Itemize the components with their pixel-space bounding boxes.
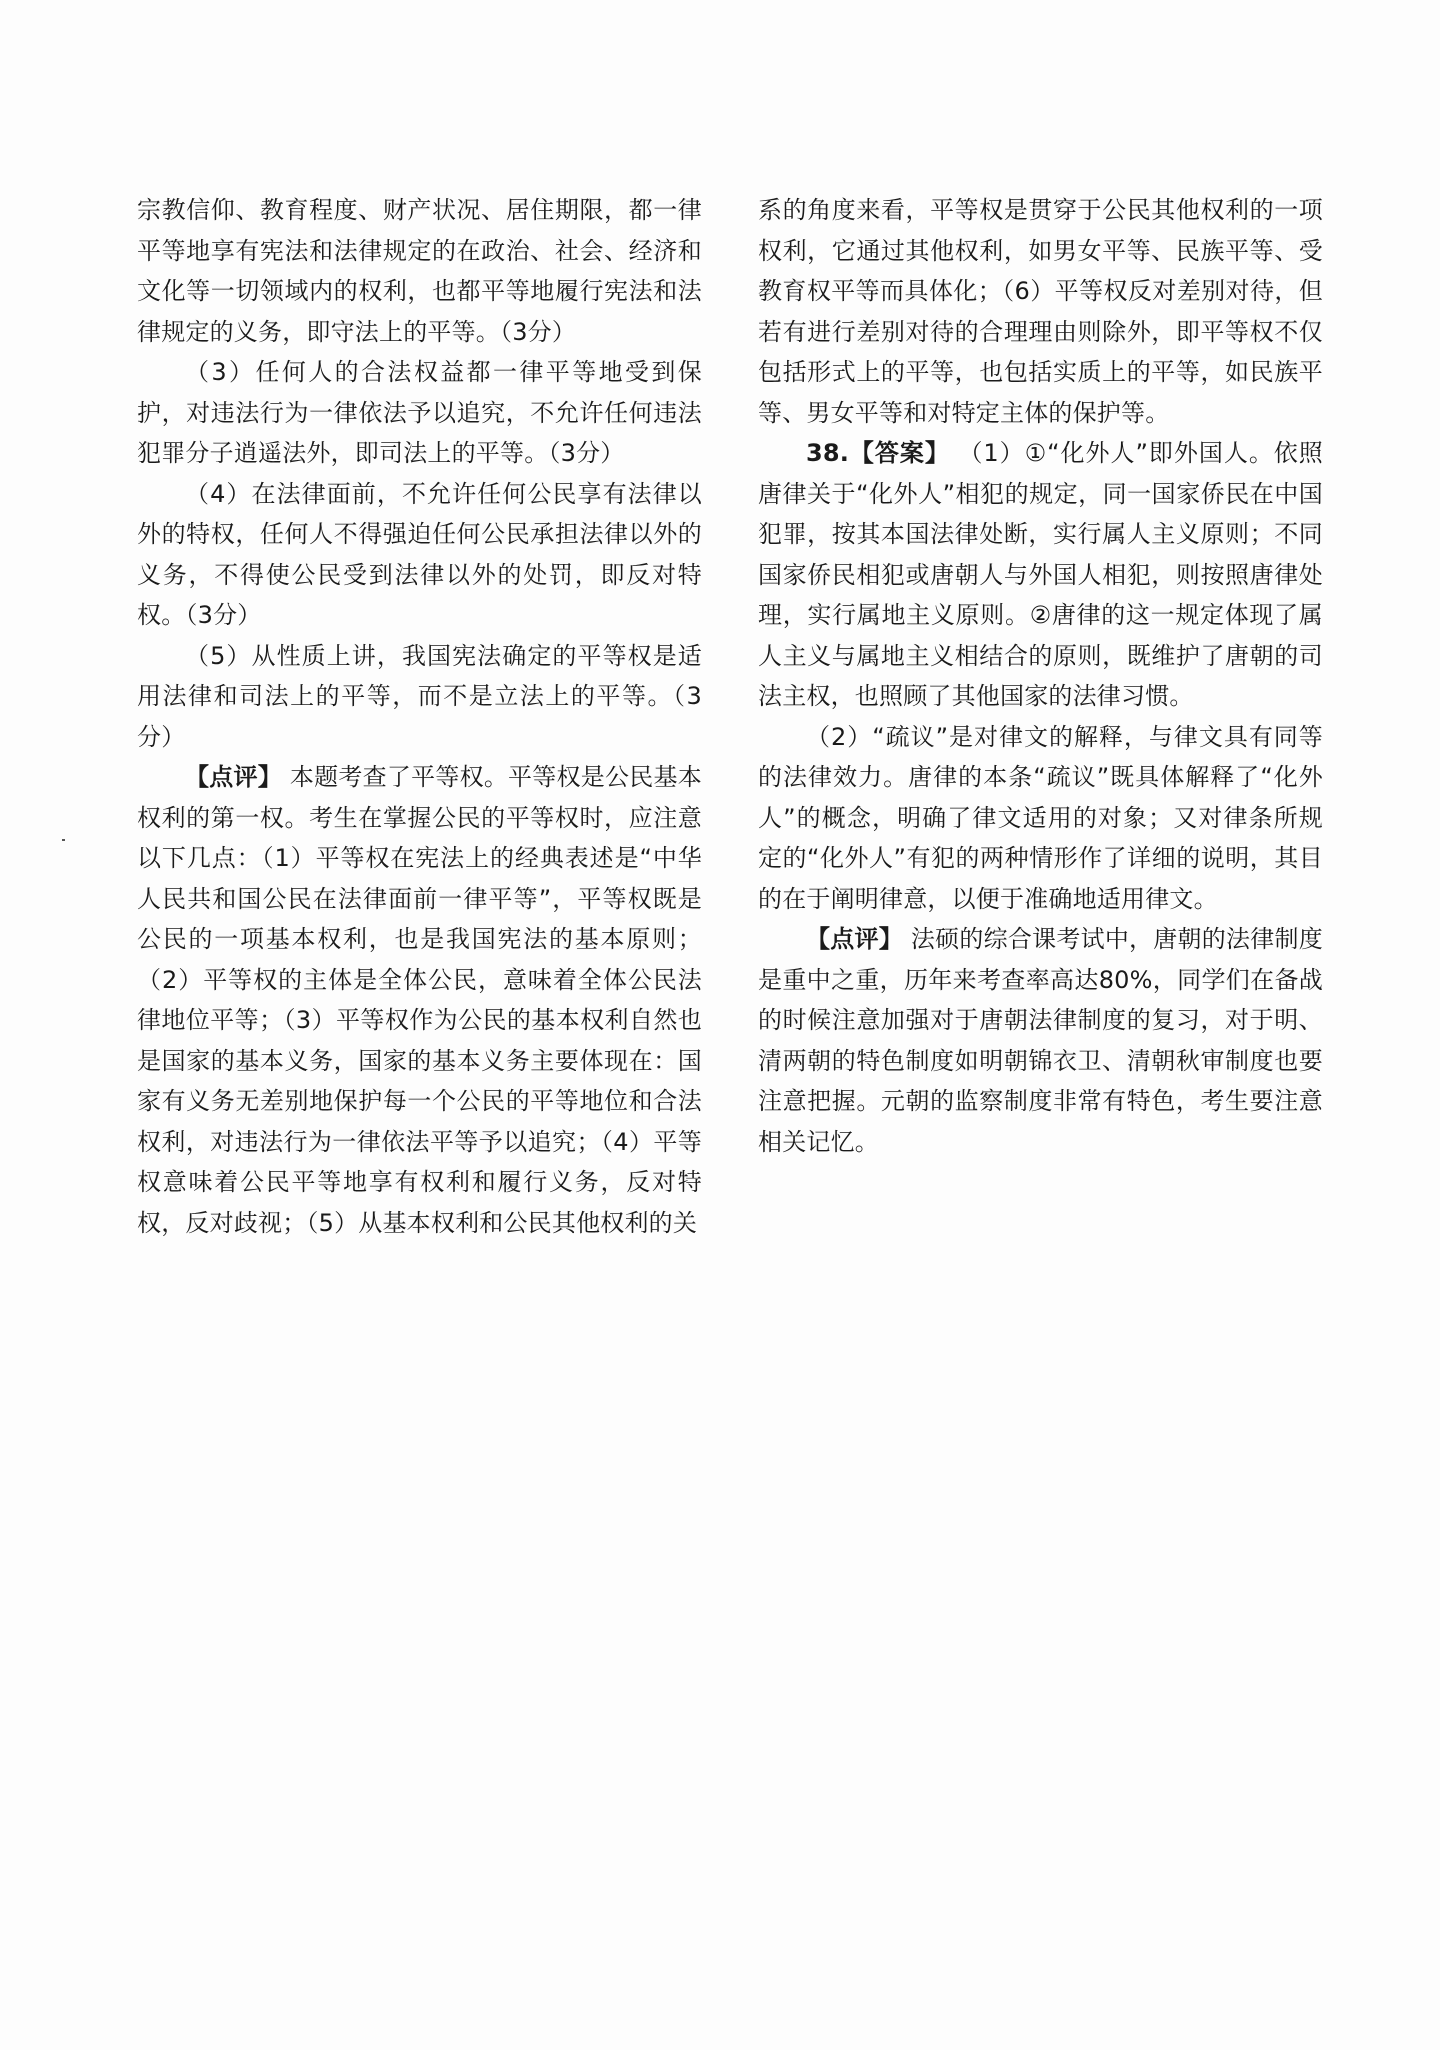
paragraph-item-3: （3）任何人的合法权益都一律平等地受到保护，对违法行为一律依法予以追究，不允许任何违法犯罪分子逍遥法外，即司法上的平等。（3分） — [137, 358, 702, 467]
paragraph-item-4: （4）在法律面前，不允许任何公民享有法律以外的特权，任何人不得强迫任何公民承担法律以外的义务，不得使公民受到法律以外的处罚，即反对特权。（3分） — [137, 479, 702, 629]
left-column — [137, 190, 702, 1243]
paragraph-continued: 系的角度来看，平等权是贯穿于公民其他权利的一项权利，它通过其他权利，如男女平等、民族平等、受教育权平等而具体化；（6）平等权反对差别对待，但若有进行差别对待的合理理由则除外，即平等权不仅包括形式上的平等，也包括实质上的平等，如民族平等、男女平等和对特定主体的保护等。 — [758, 196, 1323, 427]
review-paragraph — [137, 757, 702, 1243]
answer-text: （1）①“化外人”即外国人。依照唐律关于“化外人”相犯的规定，同一国家侨民在中国犯罪，按其本国法律处断，实行属人主义原则；不同国家侨民相犯或唐朝人与外国人相犯，则按照唐律处理，实行属地主义原则。②唐律的这一规定体现了属人主义与属地主义相结合的原则，既维护了唐朝的司法主权，也照顾了其他国家的法律习惯。 — [758, 439, 1323, 710]
answer-tag: 【答案】 — [849, 439, 950, 467]
review-text: 本题考查了平等权。平等权是公民基本权利的第一权。考生在掌握公民的平等权时，应注意以下几点：（1）平等权在宪法上的经典表述是“中华人民共和国公民在法律面前一律平等”，平等权既是公民的一项基本权利，也是我国宪法的基本原则；（2）平等权的主体是全体公民，意味着全体公民法律地位平等；（3）平等权作为公民的基本权利自然也是国家的基本义务，国家的基本义务主要体现在：国家有义务无差别地保护每一个公民的平等地位和合法权利，对违法行为一律依法平等予以追究；（4）平等权意味着公民平等地享有权利和履行义务，反对特权，反对歧视；（5）从基本权利和公民其他权利的关 — [137, 763, 702, 1237]
review-tag: 【点评】 — [185, 763, 282, 791]
review-paragraph — [758, 919, 1323, 1162]
right-column — [758, 190, 1323, 1162]
answer-paragraph — [758, 433, 1323, 717]
paragraph-item-5: （5）从性质上讲，我国宪法确定的平等权是适用法律和司法上的平等，而不是立法上的平等。（3分） — [137, 641, 702, 751]
scan-speck — [62, 839, 65, 841]
paragraph-item-2: （2）“疏议”是对律文的解释，与律文具有同等的法律效力。唐律的本条“疏议”既具体解释了“化外人”的概念，明确了律文适用的对象；又对律条所规定的“化外人”有犯的两种情形作了详细的说明，其目的在于阐明律意，以便于准确地适用律文。 — [758, 722, 1323, 913]
review-tag: 【点评】 — [806, 925, 903, 953]
question-number: 38. — [806, 439, 850, 467]
paragraph-continued: 宗教信仰、教育程度、财产状况、居住期限，都一律平等地享有宪法和法律规定的在政治、社会、经济和文化等一切领域内的权利，也都平等地履行宪法和法律规定的义务，即守法上的平等。（3分） — [137, 196, 702, 346]
review-text: 法硕的综合课考试中，唐朝的法律制度是重中之重，历年来考查率高达80%，同学们在备战的时候注意加强对于唐朝法律制度的复习，对于明、清两朝的特色制度如明朝锦衣卫、清朝秋审制度也要注意把握。元朝的监察制度非常有特色，考生要注意相关记忆。 — [758, 925, 1323, 1156]
